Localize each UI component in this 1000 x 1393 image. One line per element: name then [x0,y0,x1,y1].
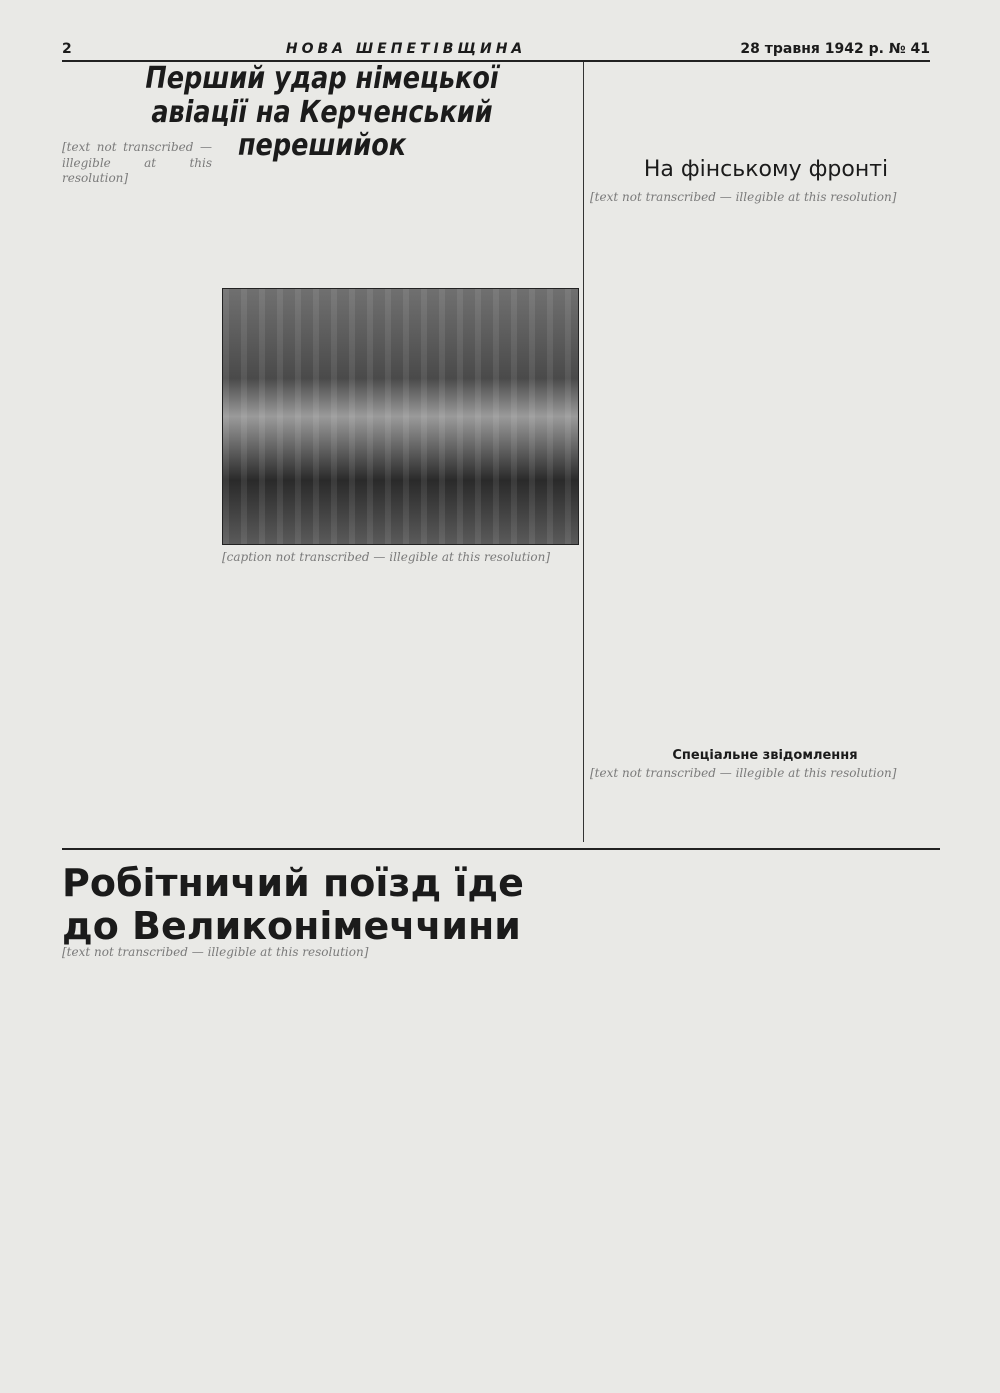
photo-caption: [caption not transcribed — illegible at this resolution] [222,550,551,564]
photo [222,288,579,545]
masthead [62,38,930,62]
article4-headline: Робітничий поїзд їде до Великонімеччини [62,861,524,948]
article4-body: [text not transcribed — illegible at this resolution] [62,945,369,959]
page-number: 2 [62,41,72,57]
article1-body: [text not transcribed — illegible at this resolution] [62,140,212,185]
article1-headline: Перший удар німецької авіації на Керченський перешийок [145,61,499,164]
article3-headline: Спеціальне звідомлення [672,748,858,763]
article2-body: [text not transcribed — illegible at this resolution] [590,190,897,204]
article2-headline: На фінському фронті [643,157,889,182]
issue-date: 28 травня 1942 р. № 41 [740,41,930,57]
article3-body: [text not transcribed — illegible at this resolution] [590,766,897,780]
paper-name: НОВА ШЕПЕТІВЩИНА [285,41,527,57]
